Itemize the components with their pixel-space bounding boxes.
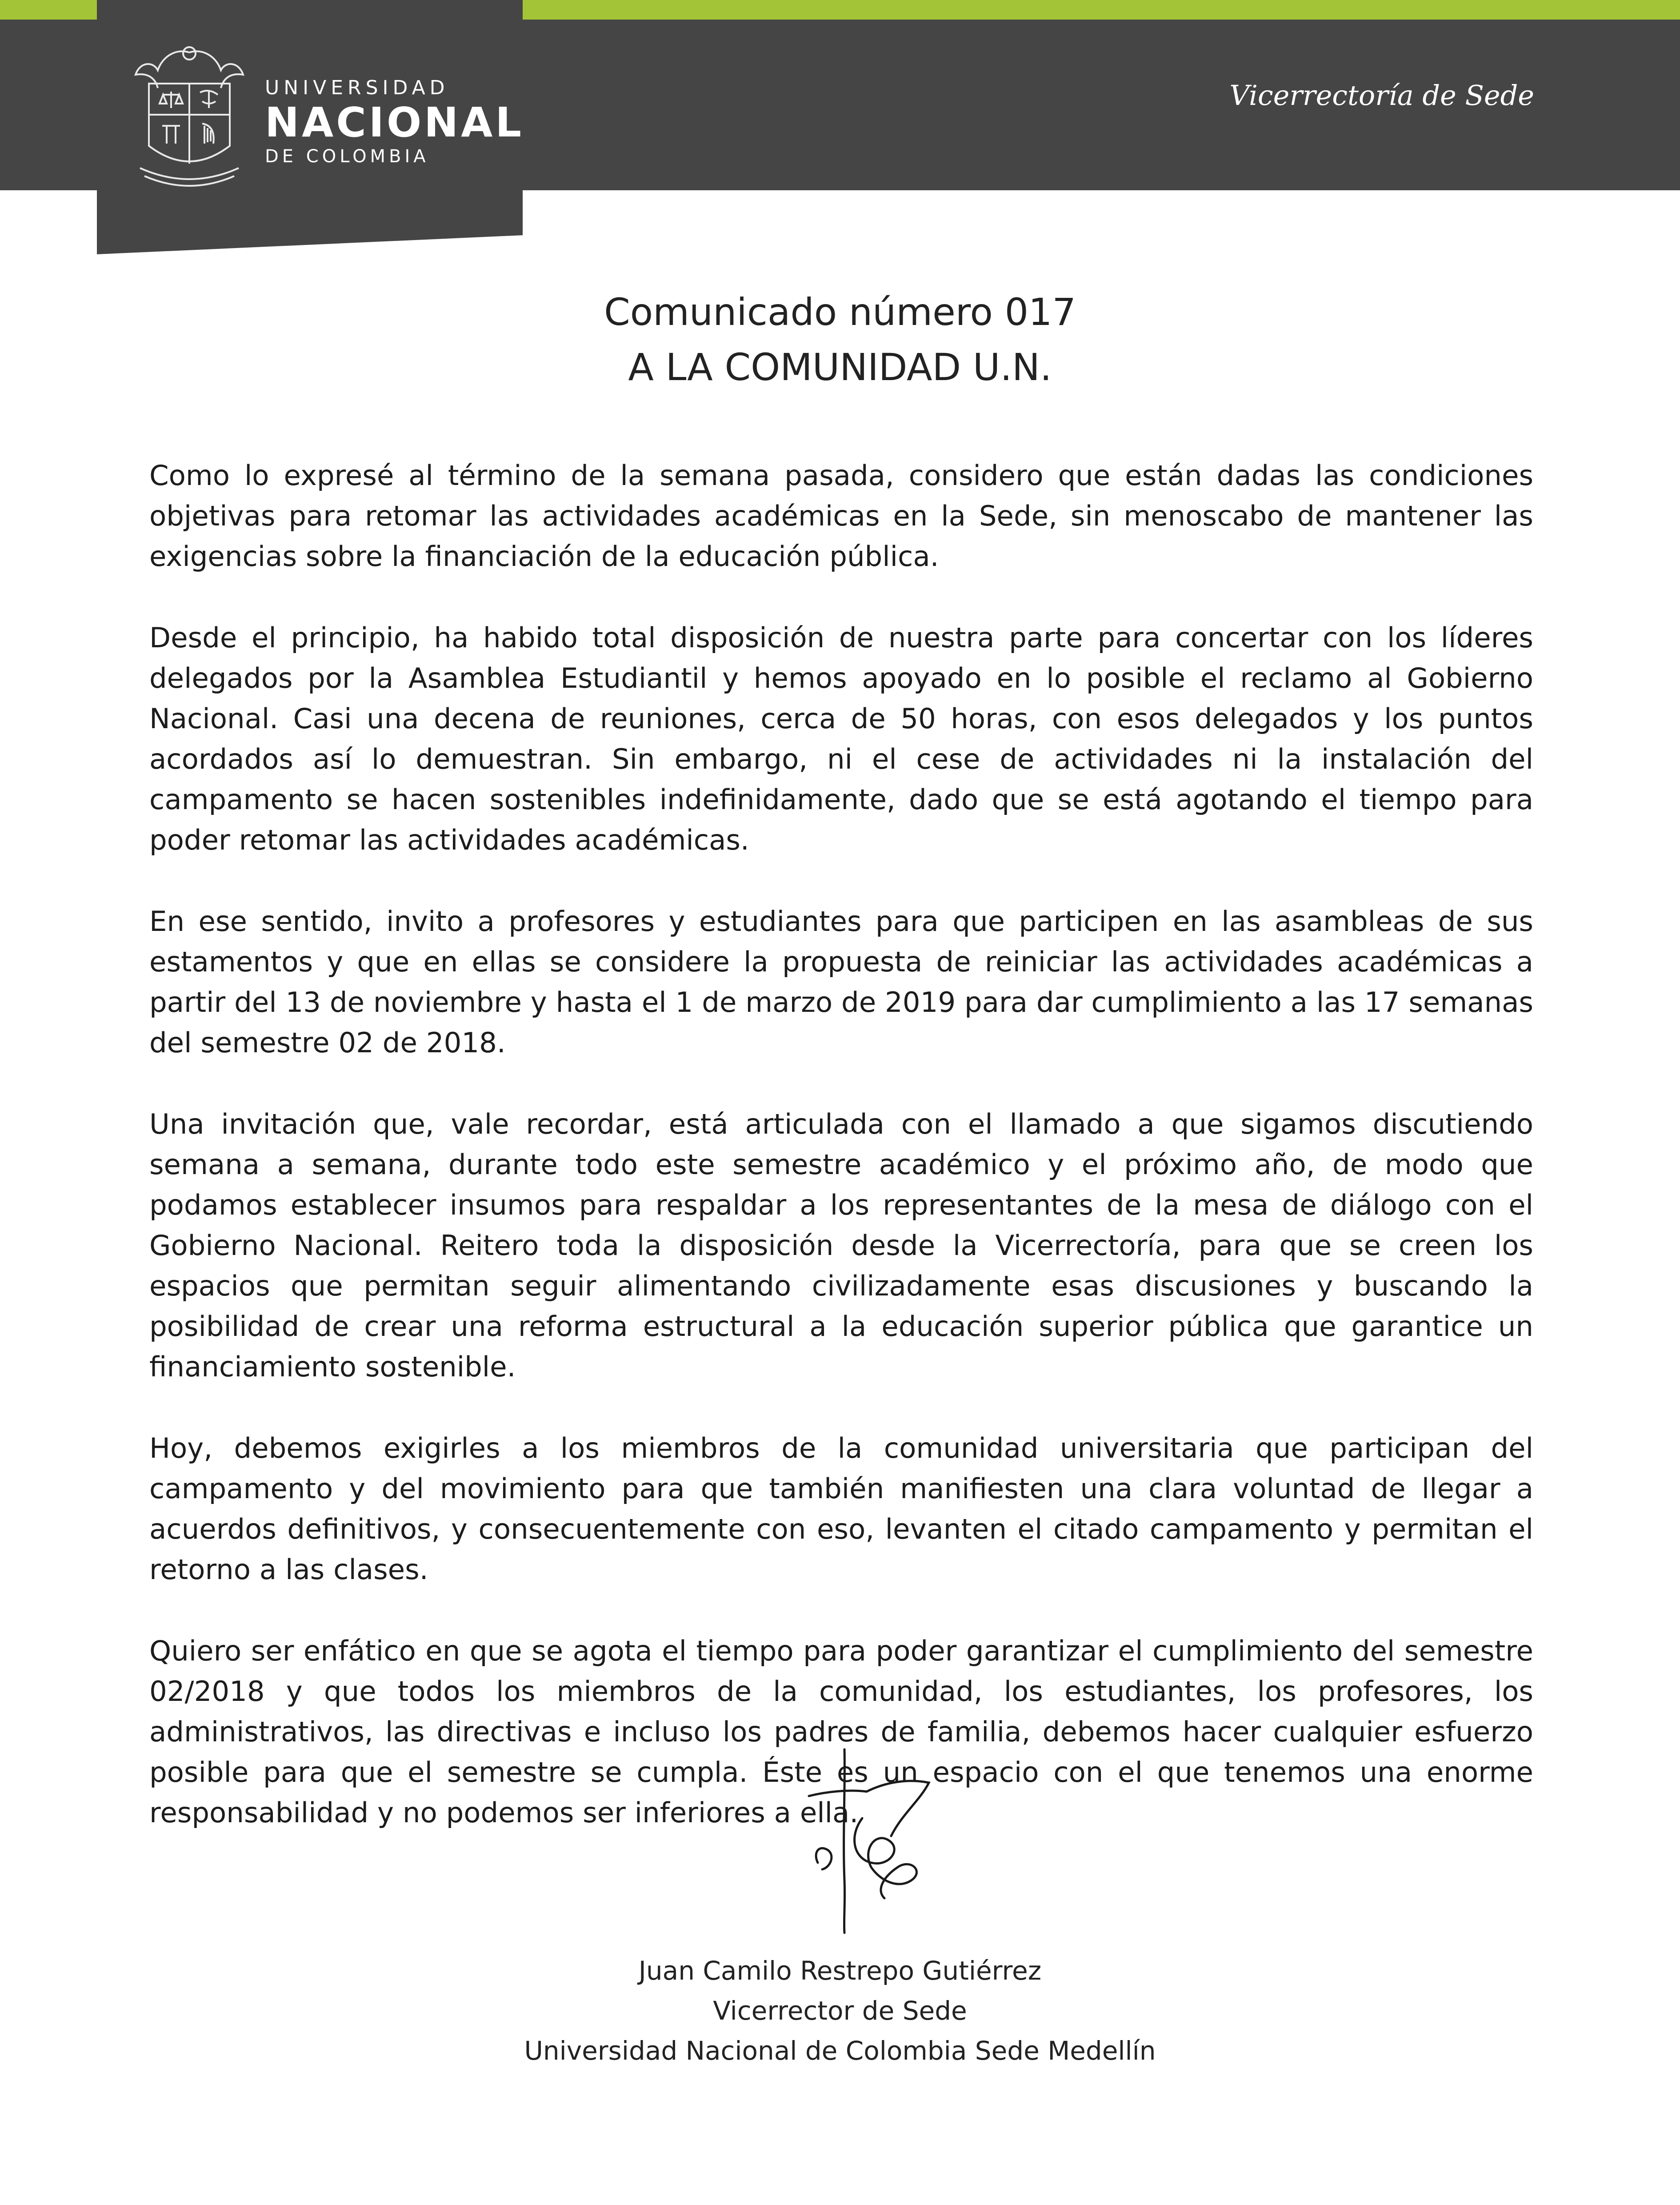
logo-nacional-label: NACIONAL [265, 99, 524, 146]
document-body [149, 455, 1533, 1874]
handwritten-signature-icon [800, 1747, 947, 1934]
university-logotype [265, 76, 524, 168]
university-seal-icon [131, 35, 248, 191]
paragraph: Hoy, debemos exigirles a los miembros de la comunidad universitaria que participan del campamento y del movimiento para que también manifiesten una clara voluntad de llegar a acuerdos definitivos, y consecuentemente con eso, levanten el citado campamento y permitan el retorno a las clases. [149, 1432, 1533, 1586]
communique-audience: A LA COMUNIDAD U.N. [628, 345, 1052, 389]
paragraph: Desde el principio, ha habido total disposición de nuestra parte para concertar con los líderes delegados por la Asamblea Estudiantil y hemos apoyado en lo posible el reclamo al Gobierno Nacional. Casi una decena de reuniones, cerca de 50 horas, con esos delegados y los puntos acordados así lo demuestran. Sin embargo, ni el cese de actividades ni la instalación del campamento se hacen sostenibles indefinidamente, dado que se está agotando el tiempo para poder retomar las actividades académicas. [149, 621, 1533, 856]
paragraph: Quiero ser enfático en que se agota el tiempo para poder garantizar el cumplimiento del semestre 02/2018 y que todos los miembros de la comunidad, los estudiantes, los profesores, los administrativos, las directivas e incluso los padres de familia, debemos hacer cualquier esfuerzo posible para que el semestre se cumpla. Éste es un espacio con el que tenemos una enorme responsabilidad y no podemos ser inferiores a ella. [149, 1635, 1533, 1829]
signer-institution: Universidad Nacional de Colombia Sede Medellín [524, 2036, 1156, 2066]
office-name: Vicerrectoría de Sede [1229, 79, 1534, 112]
signer-block [0, 1951, 1680, 2071]
paragraph: En ese sentido, invito a profesores y estudiantes para que participen en las asambleas de sus estamentos y que en ellas se considere la propuesta de reiniciar las actividades académicas a partir del 13 de noviembre y hasta el 1 de marzo de 2019 para dar cumplimiento a las 17 semanas del semestre 02 de 2018. [149, 905, 1533, 1059]
logo-university-label: UNIVERSIDAD [265, 76, 449, 99]
paragraph: Como lo expresé al término de la semana pasada, considero que están dadas las condiciones objetivas para retomar las actividades académicas en la Sede, sin menoscabo de mantener las exigencias sobre la financiación de la educación pública. [149, 459, 1533, 573]
signer-role: Vicerrector de Sede [713, 1996, 967, 2026]
signer-name: Juan Camilo Restrepo Gutiérrez [638, 1956, 1042, 1986]
logo-colombia-label: DE COLOMBIA [265, 146, 429, 167]
document-title [0, 285, 1680, 395]
paragraph: Una invitación que, vale recordar, está articulada con el llamado a que sigamos discutiendo semana a semana, durante todo este semestre académico y el próximo año, de modo que podamos establecer insumos para respaldar a los representantes de la mesa de diálogo con el Gobierno Nacional. Reitero toda la disposición desde la Vicerrectoría, para que se creen los espacios que permitan seguir alimentando civilizadamente esas discusiones y buscando la posibilidad de crear una reforma estructural a la educación superior pública que garantice un financiamiento sostenible. [149, 1108, 1533, 1383]
communique-number: Comunicado número 017 [604, 290, 1076, 334]
